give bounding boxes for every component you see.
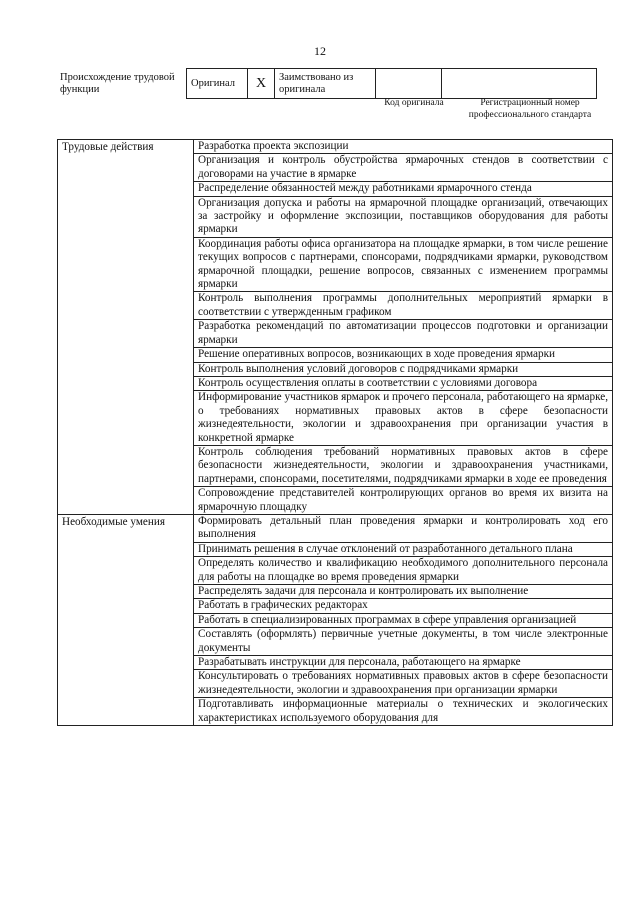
item-text: Работать в специализированных программах в сфере управления организацией (194, 613, 613, 627)
item-text: Подготавливать информационные материалы о технических и экологических характеристиках используемого оборудования для (194, 698, 613, 726)
original-mark: X (248, 69, 275, 99)
item-text: Контроль соблюдения требований нормативных правовых актов в сфере безопасности жизнедеятельности, экологии и здравоохранения участниками, партнерами, спонсорами, посетителями, подрядчиками ярмарки в ходе ее проведения (194, 445, 613, 486)
labor-function-table (57, 139, 613, 726)
reg-number-cell (442, 69, 597, 99)
section-title: Необходимые умения (58, 514, 194, 725)
item-text: Составлять (оформлять) первичные учетные документы, в том числе электронные документы (194, 628, 613, 656)
item-text: Контроль выполнения условий договоров с подрядчиками ярмарки (194, 362, 613, 376)
origin-label: Происхождение трудовой функции (60, 71, 175, 95)
item-text: Разработка рекомендаций по автоматизации процессов подготовки и организации ярмарки (194, 320, 613, 348)
item-text: Контроль выполнения программы дополнительных мероприятий ярмарки в соответствии с утвержденным графиком (194, 292, 613, 320)
item-text: Распределять задачи для персонала и контролировать их выполнение (194, 585, 613, 599)
item-text: Разработка проекта экспозиции (194, 140, 613, 154)
item-text: Принимать решения в случае отклонений от разработанного детального плана (194, 542, 613, 556)
origin-table (57, 68, 597, 99)
page-number: 12 (314, 44, 326, 58)
section-title: Трудовые действия (58, 140, 194, 515)
item-text: Информирование участников ярмарок и прочего персонала, работающего на ярмарке, о требованиях нормативных правовых актов в сфере безопасности жизнедеятельности, экологии и здравоохранения при организации участия в конкретной ярмарке (194, 391, 613, 446)
item-text: Организация допуска и работы на ярмарочной площадке организаций, отвечающих за застройку и оформление экспозиции, поставщиков оборудования для работы ярмарки (194, 196, 613, 237)
item-text: Консультировать о требованиях нормативных правовых актов в сфере безопасности жизнедеятельности, экологии и здравоохранения при организации ярмарки (194, 670, 613, 698)
borrowed-cell: Заимствовано из оригинала (275, 69, 376, 99)
item-text: Контроль осуществления оплаты в соответствии с условиями договора (194, 376, 613, 390)
item-text: Организация и контроль обустройства ярмарочных стендов в соответствии с договорами на участие в ярмарке (194, 154, 613, 182)
item-text: Разрабатывать инструкции для персонала, работающего на ярмарке (194, 656, 613, 670)
item-text: Решение оперативных вопросов, возникающих в ходе проведения ярмарки (194, 348, 613, 362)
table-row (58, 514, 613, 542)
reg-number-caption: Регистрационный номер профессионального стандарта (468, 98, 592, 120)
item-text: Определять количество и квалификацию необходимого дополнительного персонала для работы на площадке во время проведения ярмарки (194, 557, 613, 585)
item-text: Координация работы офиса организатора на площадке ярмарки, в том числе решение текущих вопросов с партнерами, спонсорами, подрядчиками ярмарки, руководством ярмарочной площадки, решение вопросов, связанных с изменением программы ярмарки (194, 237, 613, 292)
item-text: Распределение обязанностей между работниками ярмарочного стенда (194, 182, 613, 196)
table-row (58, 140, 613, 154)
item-text: Формировать детальный план проведения ярмарки и контролировать ход его выполнения (194, 514, 613, 542)
original-cell: Оригинал (187, 69, 248, 99)
code-cell (376, 69, 442, 99)
item-text: Сопровождение представителей контролирующих органов во время их визита на ярмарочную площадку (194, 487, 613, 515)
code-caption: Код оригинала (384, 98, 444, 108)
item-text: Работать в графических редакторах (194, 599, 613, 613)
